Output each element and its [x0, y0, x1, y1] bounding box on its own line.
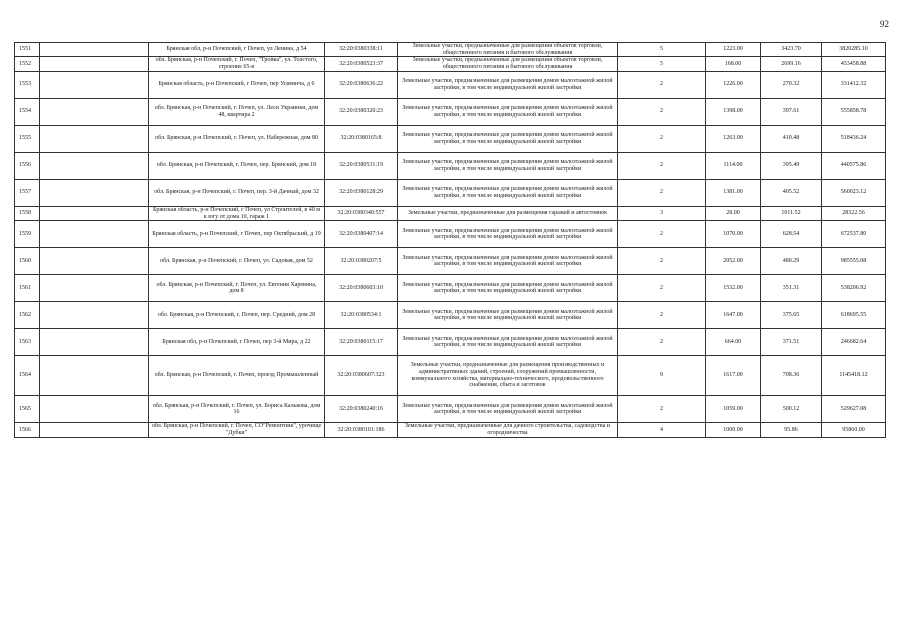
- land-use-cell: Земельные участки, предназначенные для размещения производственных и административных зданий, строений, сооружений промышленности, коммунального хозяйства, материально-технического, продовольственного снабжения, сбыта и заготовок: [398, 356, 618, 396]
- blank-cell: [40, 179, 149, 206]
- blank-cell: [40, 248, 149, 275]
- cadastral-number-cell: 32:20:0380523:37: [325, 57, 398, 71]
- blank-cell: [40, 423, 149, 437]
- specific-value-cell: 375.65: [761, 302, 822, 329]
- specific-value-cell: 1011.52: [761, 206, 822, 220]
- table-row: [15, 302, 886, 329]
- area-cell: 1398.00: [706, 98, 761, 125]
- row-number: 1562: [15, 302, 40, 329]
- address-cell: Брянская область, р-н Почепский, г Почеп, пер Усиевича, д 6: [149, 71, 325, 98]
- use-group-cell: 2: [618, 329, 706, 356]
- area-cell: 1532.00: [706, 275, 761, 302]
- cadastral-number-cell: 32:20:0380607:323: [325, 356, 398, 396]
- specific-value-cell: 270.32: [761, 71, 822, 98]
- land-use-cell: Земельные участки, предназначенные для размещения объектов торговли, общественного питания и бытового обслуживания: [398, 43, 618, 57]
- specific-value-cell: 395.49: [761, 152, 822, 179]
- table-row: [15, 206, 886, 220]
- cadastral-value-cell: 246682.64: [822, 329, 886, 356]
- area-cell: 1381.00: [706, 179, 761, 206]
- address-cell: обл. Брянская, р-н Почепский, г. Почеп, пер. 3-й Дачный, дом 32: [149, 179, 325, 206]
- address-cell: обл. Брянская, р-н Почепский, г. Почеп, ул. Бориса Калькова, дом 16: [149, 396, 325, 423]
- area-cell: 664.00: [706, 329, 761, 356]
- land-use-cell: Земельные участки, предназначенные для размещения домов малоэтажной жилой застройки, в том числе индивидуальной жилой застройки: [398, 248, 618, 275]
- cadastral-value-cell: 518436.24: [822, 125, 886, 152]
- specific-value-cell: 351.31: [761, 275, 822, 302]
- table-row: [15, 43, 886, 57]
- table-row: [15, 275, 886, 302]
- area-cell: 168.00: [706, 57, 761, 71]
- use-group-cell: 2: [618, 98, 706, 125]
- page-number: 92: [880, 19, 889, 29]
- row-number: 1561: [15, 275, 40, 302]
- cadastral-value-cell: 28322.56: [822, 206, 886, 220]
- row-number: 1553: [15, 71, 40, 98]
- area-cell: 1059.00: [706, 396, 761, 423]
- table-row: [15, 98, 886, 125]
- row-number: 1558: [15, 206, 40, 220]
- land-use-cell: Земельные участки, предназначенные для размещения домов малоэтажной жилой застройки, в том числе индивидуальной жилой застройки: [398, 329, 618, 356]
- address-cell: Брянская обл, р-н Почепский, г Почеп, ул Ленина, д 54: [149, 43, 325, 57]
- table-row: [15, 396, 886, 423]
- table-row: [15, 248, 886, 275]
- cadastral-value-cell: 985555.08: [822, 248, 886, 275]
- table-row: [15, 356, 886, 396]
- use-group-cell: 2: [618, 152, 706, 179]
- row-number: 1552: [15, 57, 40, 71]
- row-number: 1555: [15, 125, 40, 152]
- row-number: 1563: [15, 329, 40, 356]
- row-number: 1557: [15, 179, 40, 206]
- area-cell: 1223.00: [706, 43, 761, 57]
- area-cell: 1070.00: [706, 221, 761, 248]
- blank-cell: [40, 152, 149, 179]
- specific-value-cell: 405.52: [761, 179, 822, 206]
- use-group-cell: 3: [618, 206, 706, 220]
- row-number: 1556: [15, 152, 40, 179]
- cadastral-number-cell: 32:20:0380340:557: [325, 206, 398, 220]
- land-use-cell: Земельные участки, предназначенные для размещения домов малоэтажной жилой застройки, в том числе индивидуальной жилой застройки: [398, 125, 618, 152]
- use-group-cell: 2: [618, 71, 706, 98]
- use-group-cell: 5: [618, 43, 706, 57]
- specific-value-cell: 500.12: [761, 396, 822, 423]
- use-group-cell: 9: [618, 356, 706, 396]
- row-number: 1565: [15, 396, 40, 423]
- address-cell: обл. Брянская, р-н Почепский, г. Почеп, ул. Садовая, дом 52: [149, 248, 325, 275]
- cadastral-value-cell: 538206.92: [822, 275, 886, 302]
- use-group-cell: 2: [618, 396, 706, 423]
- land-use-cell: Земельные участки, предназначенные для размещения гаражей и автостоянок: [398, 206, 618, 220]
- table-row: [15, 179, 886, 206]
- row-number: 1566: [15, 423, 40, 437]
- cadastral-value-cell: 555858.78: [822, 98, 886, 125]
- land-use-cell: Земельные участки, предназначенные для размещения домов малоэтажной жилой застройки, в том числе индивидуальной жилой застройки: [398, 179, 618, 206]
- cadastral-number-cell: 32:20:0380128:29: [325, 179, 398, 206]
- specific-value-cell: 2699.16: [761, 57, 822, 71]
- cadastral-value-cell: 672537.80: [822, 221, 886, 248]
- blank-cell: [40, 57, 149, 71]
- land-use-cell: Земельные участки, предназначенные для размещения домов малоэтажной жилой застройки, в том числе индивидуальной жилой застройки: [398, 302, 618, 329]
- specific-value-cell: 95.86: [761, 423, 822, 437]
- address-cell: обл. Брянская, р-н Почепский, г. Почеп, ул. Евгения Харевина, дом 8: [149, 275, 325, 302]
- cadastral-value-cell: 331412.32: [822, 71, 886, 98]
- specific-value-cell: 397.61: [761, 98, 822, 125]
- use-group-cell: 4: [618, 423, 706, 437]
- table-row: [15, 57, 886, 71]
- table-row: [15, 125, 886, 152]
- blank-cell: [40, 71, 149, 98]
- address-cell: Брянская обл, р-н Почепский, г Почеп, пер 3-й Мира, д 22: [149, 329, 325, 356]
- area-cell: 1000.00: [706, 423, 761, 437]
- specific-value-cell: 480.29: [761, 248, 822, 275]
- cadastral-value-cell: 453458.88: [822, 57, 886, 71]
- area-cell: 1647.00: [706, 302, 761, 329]
- area-cell: 1226.00: [706, 71, 761, 98]
- land-use-cell: Земельные участки, предназначенные для размещения домов малоэтажной жилой застройки, в том числе индивидуальной жилой застройки: [398, 152, 618, 179]
- table-row: [15, 71, 886, 98]
- use-group-cell: 2: [618, 275, 706, 302]
- cadastral-value-cell: 529627.08: [822, 396, 886, 423]
- area-cell: 1617.00: [706, 356, 761, 396]
- table-row: [15, 152, 886, 179]
- blank-cell: [40, 329, 149, 356]
- area-cell: 28.00: [706, 206, 761, 220]
- blank-cell: [40, 302, 149, 329]
- specific-value-cell: 410.48: [761, 125, 822, 152]
- table-row: [15, 329, 886, 356]
- row-number: 1551: [15, 43, 40, 57]
- land-use-cell: Земельные участки, предназначенные для размещения домов малоэтажной жилой застройки, в том числе индивидуальной жилой застройки: [398, 396, 618, 423]
- address-cell: обл. Брянская, р-н Почепский, г. Почеп, СО"Ремонтник", урочище "Дубки": [149, 423, 325, 437]
- cadastral-number-cell: 32:20:0380101:186: [325, 423, 398, 437]
- use-group-cell: 2: [618, 125, 706, 152]
- specific-value-cell: 708.36: [761, 356, 822, 396]
- cadastral-value-cell: 440575.86: [822, 152, 886, 179]
- address-cell: Брянская область, р-н Почепский, г Почеп, ул Строителей, в 40 м к югу от дома 10, гараж 1: [149, 206, 325, 220]
- area-cell: 2052.00: [706, 248, 761, 275]
- blank-cell: [40, 98, 149, 125]
- cadastral-value-table: [14, 42, 886, 438]
- land-use-cell: Земельные участки, предназначенные для размещения объектов торговли, общественного питания и бытового обслуживания: [398, 57, 618, 71]
- address-cell: обл. Брянская, р-н Почепский, г. Почеп, проезд Промышленный: [149, 356, 325, 396]
- area-cell: 1114.00: [706, 152, 761, 179]
- address-cell: обл. Брянская, р-н Почепский, г. Почеп, пер. Брянский, дом 18: [149, 152, 325, 179]
- area-cell: 1263.00: [706, 125, 761, 152]
- row-number: 1564: [15, 356, 40, 396]
- use-group-cell: 2: [618, 302, 706, 329]
- cadastral-number-cell: 32:20:0380207:5: [325, 248, 398, 275]
- blank-cell: [40, 206, 149, 220]
- use-group-cell: 5: [618, 57, 706, 71]
- specific-value-cell: 371.51: [761, 329, 822, 356]
- land-use-cell: Земельные участки, предназначенные для дачного строительства, садоводства и огородничества: [398, 423, 618, 437]
- cadastral-number-cell: 32:20:0380534:1: [325, 302, 398, 329]
- land-use-cell: Земельные участки, предназначенные для размещения домов малоэтажной жилой застройки, в том числе индивидуальной жилой застройки: [398, 221, 618, 248]
- land-use-cell: Земельные участки, предназначенные для размещения домов малоэтажной жилой застройки, в том числе индивидуальной жилой застройки: [398, 71, 618, 98]
- cadastral-number-cell: 32:20:0380636:22: [325, 71, 398, 98]
- cadastral-number-cell: 32:20:0380165:8: [325, 125, 398, 152]
- blank-cell: [40, 356, 149, 396]
- row-number: 1560: [15, 248, 40, 275]
- blank-cell: [40, 275, 149, 302]
- address-cell: обл. Брянская, р-н Почепский, г. Почеп, пер. Средний, дом 28: [149, 302, 325, 329]
- cadastral-number-cell: 32:20:0380338:11: [325, 43, 398, 57]
- cadastral-value-cell: 95860.00: [822, 423, 886, 437]
- table-row: [15, 221, 886, 248]
- cadastral-number-cell: 32:20:0380531:19: [325, 152, 398, 179]
- cadastral-value-cell: 3820285.10: [822, 43, 886, 57]
- use-group-cell: 2: [618, 248, 706, 275]
- cadastral-value-cell: 1145418.12: [822, 356, 886, 396]
- use-group-cell: 2: [618, 179, 706, 206]
- row-number: 1554: [15, 98, 40, 125]
- land-use-cell: Земельные участки, предназначенные для размещения домов малоэтажной жилой застройки, в том числе индивидуальной жилой застройки: [398, 275, 618, 302]
- cadastral-number-cell: 32:20:0380320:23: [325, 98, 398, 125]
- specific-value-cell: 628.54: [761, 221, 822, 248]
- address-cell: обл. Брянская, р-н Почепский, г. Почеп, ул. Набережная, дом 80: [149, 125, 325, 152]
- table-row: [15, 423, 886, 437]
- cadastral-value-cell: 560023.12: [822, 179, 886, 206]
- use-group-cell: 2: [618, 221, 706, 248]
- cadastral-number-cell: 32:20:0380240:16: [325, 396, 398, 423]
- blank-cell: [40, 396, 149, 423]
- cadastral-number-cell: 32:20:0380407:14: [325, 221, 398, 248]
- cadastral-value-cell: 618695.55: [822, 302, 886, 329]
- specific-value-cell: 3423.70: [761, 43, 822, 57]
- row-number: 1559: [15, 221, 40, 248]
- address-cell: обл. Брянская, р-н Почепский, г. Почеп, "Тройка", ул. Толстого, строение 65-в: [149, 57, 325, 71]
- cadastral-number-cell: 32:20:0380115:17: [325, 329, 398, 356]
- address-cell: обл. Брянская, р-н Почепский, г. Почеп, ул. Леси Украинки, дом 48, квартира 2: [149, 98, 325, 125]
- blank-cell: [40, 125, 149, 152]
- land-use-cell: Земельные участки, предназначенные для размещения домов малоэтажной жилой застройки, в том числе индивидуальной жилой застройки: [398, 98, 618, 125]
- address-cell: Брянская область, р-н Почепский, г Почеп, пер Октябрьский, д 19: [149, 221, 325, 248]
- cadastral-number-cell: 32:20:0380603:10: [325, 275, 398, 302]
- blank-cell: [40, 221, 149, 248]
- blank-cell: [40, 43, 149, 57]
